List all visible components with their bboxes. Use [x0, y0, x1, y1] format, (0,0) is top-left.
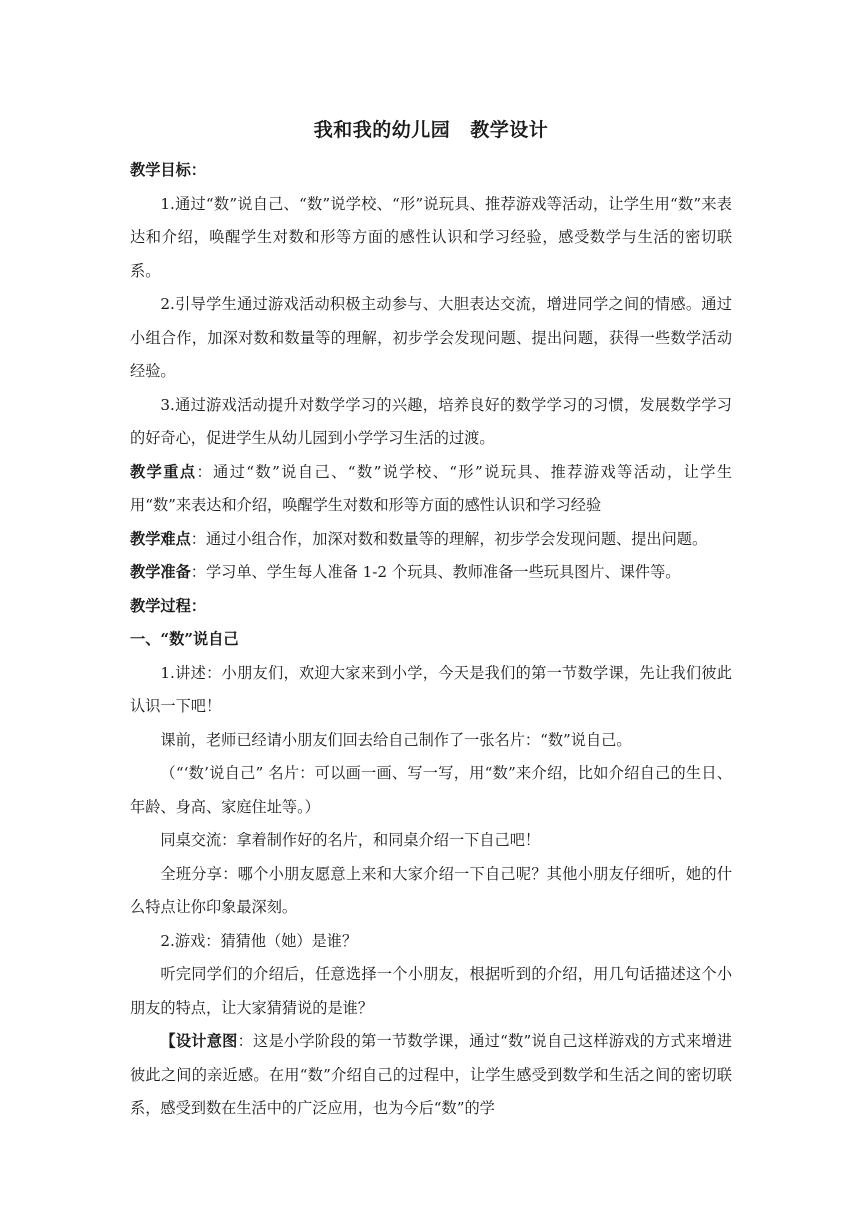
goal-2: 2.引导学生通过游戏活动积极主动参与、大胆表达交流，增进同学之间的情感。通过小组合作，加深对数和数量等的理解，初步学会发现问题、提出问题，获得一些数学活动经验。	[130, 295, 732, 380]
difficulties-label: 教学难点	[130, 529, 191, 548]
step-2: 2.游戏：猜猜他（她）是谁？	[160, 931, 358, 950]
step-1: 1.讲述：小朋友们，欢迎大家来到小学，今天是我们的第一节数学课，先让我们彼此认识一下吧！	[130, 663, 732, 715]
key-points-label: 教学重点	[130, 462, 197, 481]
title-sub: 教学设计	[470, 119, 549, 141]
document-title	[130, 112, 732, 148]
step-1-a: 课前，老师已经请小朋友们回去给自己制作了一张名片：“数”说自己。	[160, 730, 632, 749]
design-intent	[130, 1025, 732, 1126]
difficulties-text: ：通过小组合作，加深对数和数量等的理解，初步学会发现问题、提出问题。	[190, 529, 708, 548]
preparation-label: 教学准备	[130, 563, 191, 581]
key-points-text: ：通过“数”说自己、“数”说学校、“形”说玩具、推荐游戏等活动，让学生用“数”来表达和介绍，唤醒学生对数和形等方面的感性认识和学习经验	[130, 462, 733, 514]
goal-3: 3.通过游戏活动提升对数学学习的兴趣，培养良好的数学学习的习惯，发展数学学习的好奇心，促进学生从幼儿园到小学学习生活的过渡。	[130, 395, 732, 447]
title-main: 我和我的幼儿园	[313, 119, 451, 141]
key-points	[130, 456, 732, 523]
difficulties	[130, 523, 732, 557]
goal-1: 1.通过“数”说自己、“数”说学校、“形”说玩具、推荐游戏等活动，让学生用“数”来表达和介绍，唤醒学生对数和形等方面的感性认识和学习经验，感受数学与生活的密切联系。	[130, 194, 732, 280]
goals-heading: 教学目标：	[130, 161, 206, 179]
step-1-d: 全班分享：哪个小朋友愿意上来和大家介绍一下自己呢？其他小朋友仔细听，她的什么特点让你印象最深刻。	[130, 864, 732, 916]
design-intent-label: 【设计意图	[160, 1032, 238, 1050]
preparation	[130, 556, 732, 590]
design-intent-text: ：这是小学阶段的第一节数学课，通过“数”说自己这样游戏的方式来增进彼此之间的亲近感。在用“数”介绍自己的过程中，让学生感受到数学和生活之间的密切联系，感受到数在生活中的广泛应用，也为今后“数”的学	[130, 1032, 733, 1117]
step-1-b: （“‘数’说自己” 名片：可以画一画、写一写，用“数”来介绍，比如介绍自己的生日、年龄、身高、家庭住址等。）	[130, 764, 732, 816]
step-2-a: 听完同学们的介绍后，任意选择一个小朋友，根据听到的介绍，用几句话描述这个小朋友的特点，让大家猜猜说的是谁？	[130, 965, 732, 1017]
step-1-c: 同桌交流：拿着制作好的名片，和同桌介绍一下自己吧！	[160, 831, 541, 849]
section-1-heading: 一、“数”说自己	[130, 630, 239, 648]
preparation-text: ：学习单、学生每人准备 1-2 个玩具、教师准备一些玩具图片、课件等。	[190, 563, 681, 581]
document-page	[130, 112, 732, 1126]
process-heading: 教学过程：	[130, 596, 206, 615]
